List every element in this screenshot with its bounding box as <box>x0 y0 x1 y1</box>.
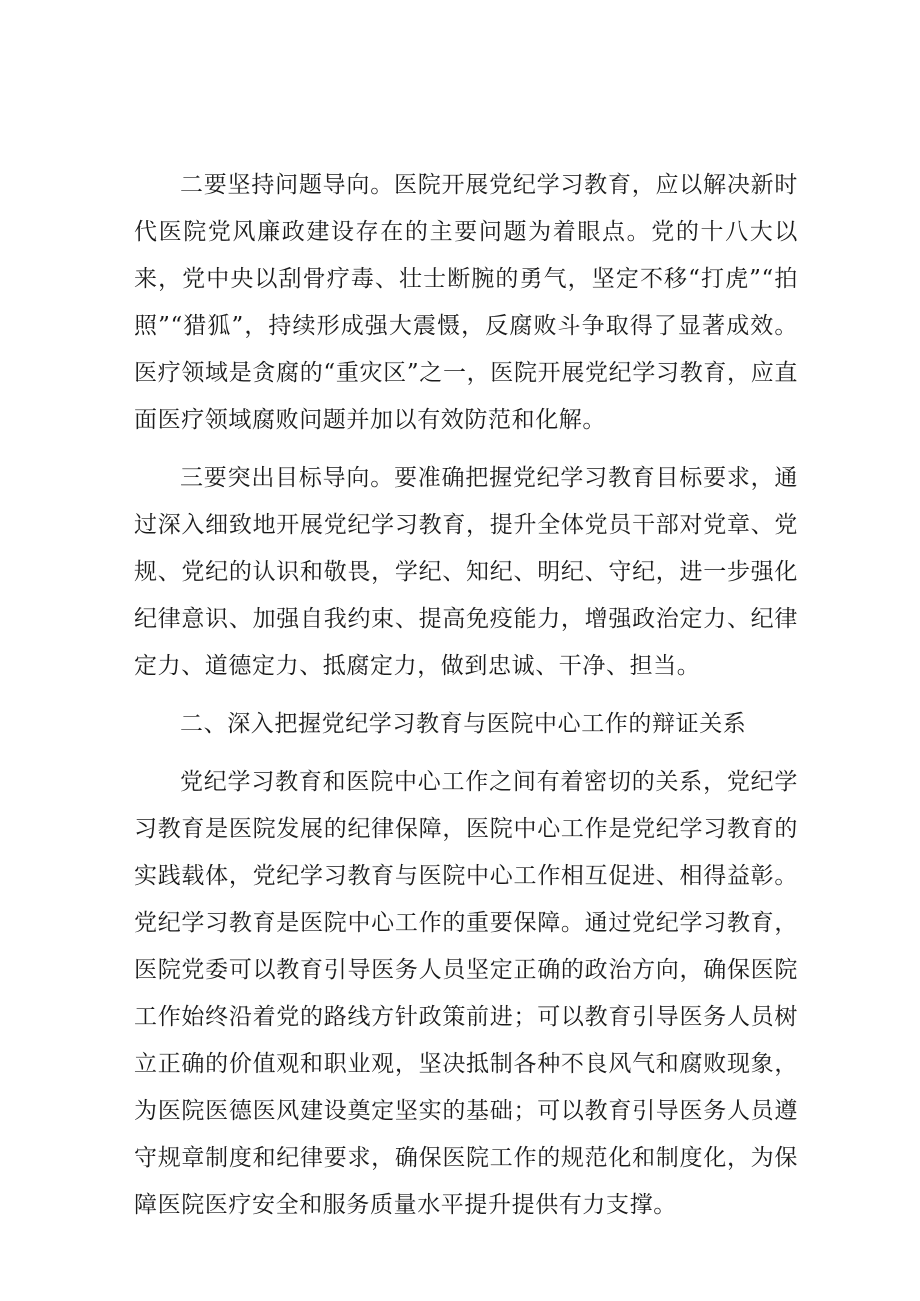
section-heading: 二、深入把握党纪学习教育与医院中心工作的辩证关系 <box>180 711 747 737</box>
paragraph-dialectical-relationship: 党纪学习教育和医院中心工作之间有着密切的关系，党纪学习教育是医院发展的纪律保障，医院中心工作是党纪学习教育的实践载体，党纪学习教育与医院中心工作相互促进、相得益彰。党纪学习教育是医院中心工作的重要保障。通过党纪学习教育，医院党委可以教育引导医务人员坚定正确的政治方向，确保医院工作始终沿着党的路线方针政策前进；可以教育引导医务人员树立正确的价值观和职业观，坚决抵制各种不良风气和腐败现象，为医院医德医风建设奠定坚实的基础；可以教育引导医务人员遵守规章制度和纪律要求，确保医院工作的规范化和制度化，为保障医院医疗安全和服务质量水平提升提供有力支撑。 <box>134 769 798 1218</box>
paragraph-problem-orientation: 二要坚持问题导向。医院开展党纪学习教育，应以解决新时代医院党风廉政建设存在的主要问题为着眼点。党的十八大以来，党中央以刮骨疗毒、壮士断腕的勇气，坚定不移“打虎”“拍照”“猎狐”，持续形成强大震慑，反腐败斗争取得了显著成效。医疗领域是贪腐的“重灾区”之一，医院开展党纪学习教育，应直面医疗领域腐败问题并加以有效防范和化解。 <box>134 172 798 433</box>
paragraph-goal-orientation: 三要突出目标导向。要准确把握党纪学习教育目标要求，通过深入细致地开展党纪学习教育，提升全体党员干部对党章、党规、党纪的认识和敬畏，学纪、知纪、明纪、守纪，进一步强化纪律意识、加强自我约束、提高免疫能力，增强政治定力、纪律定力、道德定力、抵腐定力，做到忠诚、干净、担当。 <box>134 465 798 679</box>
document-body <box>134 162 798 1240</box>
